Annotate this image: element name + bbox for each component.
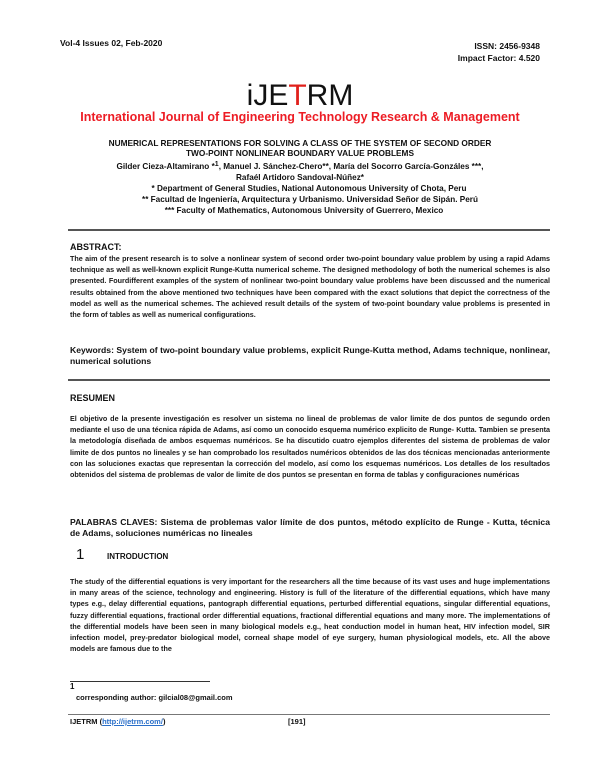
volume-issue: Vol-4 Issues 02, Feb-2020 <box>60 38 163 48</box>
introduction-text: The study of the differential equations is very important for the researchers all the time because of its vast uses and huge implementations in many areas of the science, technology and engineering. History is full of the literature of the differential equations, which have many types e.g., delay differential equations, pantograph differential equations, perturbed differential equations, singular differential equations, fuzzy differential equations, fractional order differential equations, fractional differential equations and many more. The implementations of the differential models have been seen in many biological models e.g., heat conduction model in human heat, HIV infection model, SIR infection model, prey-predator biological model, corneal shape model of eye surgery, human physiological models, etc. All the above models are famous due to the <box>70 577 550 654</box>
abstract-label: ABSTRACT: <box>70 242 122 252</box>
journal-meta <box>458 40 540 64</box>
section-title: INTRODUCTION <box>107 552 169 561</box>
page-number: [191] <box>288 717 306 726</box>
palabras-claves: PALABRAS CLAVES: Sistema de problemas valor límite de dos puntos, método explícito de Runge - Kutta, técnica de Adams, soluciones numéricas no lineales <box>70 517 550 538</box>
title-line-2: TWO-POINT NONLINEAR BOUNDARY VALUE PROBLEMS <box>185 148 414 158</box>
footer-paren: ) <box>162 717 166 726</box>
authors <box>60 159 540 183</box>
affiliation-2: ** Facultad de Ingeniería, Arquitectura y Urbanismo. Universidad Señor de Sipán. Perú <box>142 195 478 204</box>
keywords: Keywords: System of two-point boundary value problems, explicit Runge-Kutta method, Adams technique, nonlinear, numerical solutions <box>70 345 550 366</box>
impact-factor: Impact Factor: 4.520 <box>457 53 540 63</box>
divider <box>68 379 550 381</box>
title-line-1: NUMERICAL REPRESENTATIONS FOR SOLVING A CLASS OF THE SYSTEM OF SECOND ORDER <box>108 138 492 148</box>
abstract-text: The aim of the present research is to solve a nonlinear system of second order two-point boundary value problem by using a rapid Adams technique as well as well-known explicit Runge-Kutta numerical scheme. The designed methodology of both the numerical schemes is also presented. Fourdifferent examples of the system of nonlinear two-point boundary value problems have been discussed and the numerical results obtained from the above mentioned two techniques have been compared with the exact solutions that depict the correctness of the model as well as the numerical schemes. The achieved result details of the system of two-point boundary value problems is presented in the form of tables as well as numerical configurations. <box>70 254 550 320</box>
resumen-text: El objetivo de la presente investigación es resolver un sistema no lineal de problemas de valor limite de dos puntos de segundo orden mediante el uso de una técnica rápida de Adams, así como un conocido esquema numérico explicito de Runge- Kutta. Tambien se presenta la metodología diseñada de ambos esquemas numéricos. Se ha discutido cuatro ejemplos diferentes del sistema de problemas de valor limite de dos puntos no lineales y se han comprobado los resultados numéricos obtenidos de las dos técnicas mencionadas anteriormente con las soluciones exactas que representan la corrección del modelo, así como los esquemas numéricos. Los detalles de los resultados obtenidos del sistema de problemas de valor de limite de dos puntos se presentan en forma de tablas y configuraciones numéricas <box>70 414 550 480</box>
affiliations <box>60 183 540 216</box>
issn: ISSN: 2456-9348 <box>474 41 540 51</box>
footer-rule <box>68 714 550 715</box>
resumen-label: RESUMEN <box>70 393 116 403</box>
paper-title <box>60 138 540 158</box>
section-heading-introduction <box>76 546 168 563</box>
footnote-text: corresponding author: gilcial08@gmail.com <box>76 693 233 702</box>
journal-website-link[interactable]: http://ijetrm.com/ <box>102 717 163 726</box>
footer-journal-name: IJETRM ( <box>70 717 103 726</box>
authors-line-1 <box>60 159 540 172</box>
logo-part-3: RM <box>306 79 354 112</box>
section-number: 1 <box>76 546 85 563</box>
divider <box>68 229 550 231</box>
journal-name: International Journal of Engineering Technology Research & Management <box>80 110 520 124</box>
logo-part-2: T <box>288 79 307 112</box>
author-1: Gilder Cieza-Altamirano * <box>116 162 215 171</box>
logo-part-1: iJE <box>246 79 289 112</box>
authors-line-2: Rafaél Artidoro Sandoval-Núñez* <box>236 173 364 182</box>
journal-logo <box>0 80 600 112</box>
affiliation-3: *** Faculty of Mathematics, Autonomous University of Guerrero, Mexico <box>164 206 444 215</box>
affiliation-1: * Department of General Studies, National Autonomous University of Chota, Peru <box>151 184 467 193</box>
authors-rest: , Manuel J. Sánchez-Chero**, María del Socorro García-Gonzáles ***, <box>218 162 484 171</box>
footnote-marker: 1 <box>214 161 219 168</box>
footnote-rule <box>70 681 210 682</box>
footnote-number: 1 <box>70 682 75 691</box>
footer-journal <box>70 717 165 726</box>
